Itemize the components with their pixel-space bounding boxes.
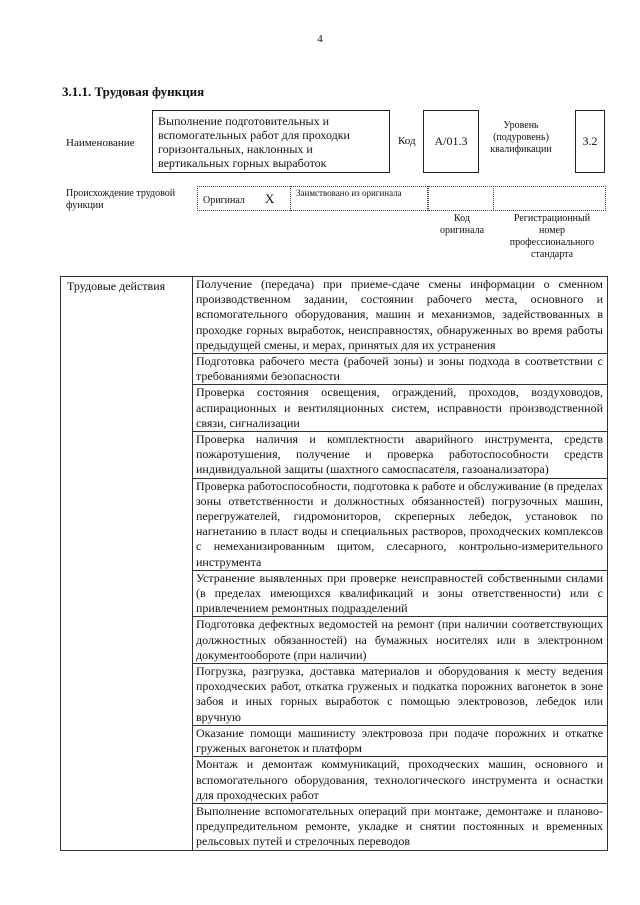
- function-name-box: Выполнение подготовительных и вспомогательных работ для проходки горизонтальных, наклонных и вертикальных горных выработок: [152, 110, 390, 173]
- reg-number-caption: Регистрационный номер профессионального стандарта: [509, 213, 595, 260]
- labor-action-item: Устранение выявленных при проверке неисправностей собственными силами (в пределах имеющихся квалификаций и зоны ответственности) или с привлечением ремонтных подразделений: [193, 570, 608, 617]
- level-label: Уровень (подуровень) квалификации: [490, 120, 552, 155]
- labor-actions-header: Трудовые действия: [61, 277, 193, 851]
- labor-action-item: Подготовка дефектных ведомостей на ремонт (при наличии соответствующих должностных обязанностей) на бумажных носителях или в электронном документообороте (при наличии): [193, 617, 608, 664]
- labor-action-item: Монтаж и демонтаж коммуникаций, проходческих машин, основного и вспомогательного оборудования, технологического инструмента и оснастки для проходческих работ: [193, 757, 608, 804]
- original-mark: X: [265, 191, 275, 206]
- page-number: 4: [317, 33, 323, 45]
- name-label: Наименование: [66, 137, 135, 149]
- labor-action-item: Получение (передача) при приеме-сдаче смены информации о сменном производственном задании, состоянии рабочего места, основного и вспомогательного оборудования, машин и механизмов, задействованных в проходке горных выработок, неисправностях, обнаруженных во время работы предыдущей смены, и мерах, принятых для их устранения: [193, 277, 608, 354]
- table-row: [61, 277, 608, 354]
- original-label: Оригинал: [203, 195, 245, 206]
- code-label: Код: [398, 135, 416, 147]
- labor-action-item: Проверка наличия и комплектности аварийного инструмента, средств пожаротушения, получение и проверка работоспособности средств индивидуальной защиты (шахтного самоспасателя, газоанализатора): [193, 432, 608, 479]
- code-value-box: A/01.3: [423, 110, 479, 173]
- labor-action-item: Подготовка рабочего места (рабочей зоны) и зоны подхода в соответствии с требованиями безопасности: [193, 354, 608, 385]
- level-value-box: 3.2: [575, 110, 605, 173]
- section-title: 3.1.1. Трудовая функция: [62, 84, 205, 99]
- labor-action-item: Оказание помощи машинисту электровоза при подаче порожних и откатке груженых вагонеток и платформ: [193, 725, 608, 756]
- borrowed-label: Заимствовано из оригинала: [296, 188, 402, 198]
- labor-action-item: Выполнение вспомогательных операций при монтаже, демонтаже и планово-предупредительном ремонте, укладке и снятии постоянных и временных рельсовых путей и стрелочных переводов: [193, 803, 608, 850]
- labor-action-item: Погрузка, разгрузка, доставка материалов и оборудования к месту ведения проходческих работ, откатка груженых и подкатка порожних вагонеток в зоне забоя и иных горных выработок с помощью электровозов, лебедок или вручную: [193, 664, 608, 726]
- original-code-caption: Код оригинала: [439, 213, 485, 236]
- labor-action-item: Проверка работоспособности, подготовка к работе и обслуживание (в пределах зоны ответственности и должностных обязанностей) погрузочных машин, перегружателей, гидромониторов, скреперных лебедок, установок по нагнетанию в пласт воды и специальных растворов, проходческих комплексов с немеханизированным щитом, слесарного, контрольно-измерительного инструмента: [193, 478, 608, 570]
- origin-label: Происхождение трудовой функции: [66, 188, 176, 211]
- labor-actions-table: [60, 276, 608, 851]
- original-code-cell: [428, 186, 494, 211]
- labor-action-item: Проверка состояния освещения, ограждений, проходов, воздуховодов, аспирационных и вентиляционных систем, исправности производственной связи, сигнализации: [193, 385, 608, 432]
